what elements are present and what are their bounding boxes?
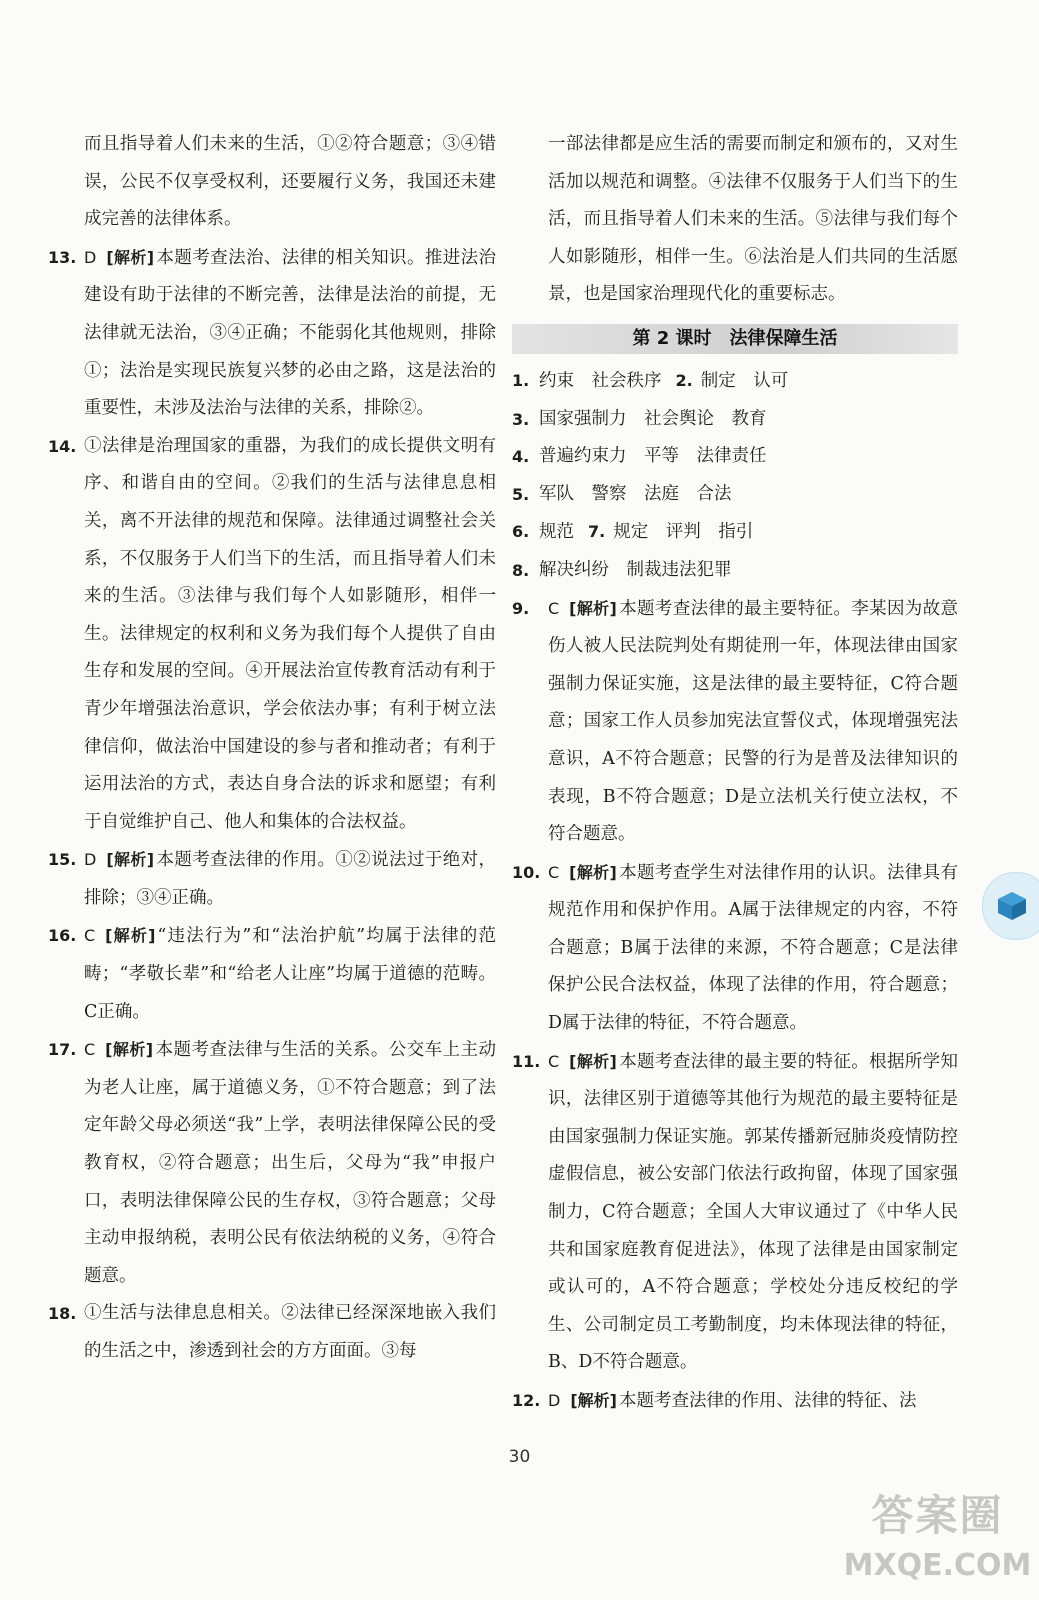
item-answer: C	[548, 862, 560, 882]
short-answer-text: 解决纠纷 制裁违法犯罪	[539, 559, 732, 580]
item-number: 13.	[48, 247, 77, 267]
item-number: 16.	[48, 926, 77, 946]
short-answer-text: 军队 警察 法庭 合法	[539, 483, 732, 504]
item-number: 9.	[512, 598, 530, 618]
short-answer-text: 制定 认可	[700, 370, 789, 391]
analysis-tag: [解析]	[106, 247, 155, 267]
answer-item-17	[48, 1031, 496, 1295]
answer-item-10	[512, 854, 958, 1043]
side-panel-tab[interactable]	[982, 872, 1039, 940]
page-number: 30	[508, 1447, 531, 1467]
answer-item-9	[512, 590, 958, 854]
analysis-tag: [解析]	[569, 1051, 617, 1071]
short-answer-row	[512, 362, 958, 401]
analysis-tag: [解析]	[105, 926, 156, 946]
item-number: 4.	[512, 447, 530, 467]
item-number: 5.	[512, 484, 530, 504]
answer-item-15	[48, 841, 496, 917]
item-number: 12.	[512, 1391, 541, 1410]
item-number: 2.	[675, 370, 693, 390]
analysis-tag: [解析]	[569, 598, 617, 618]
short-answer-text: 规范	[539, 522, 574, 543]
short-answer-text: 普遍约束力 平等 法律责任	[539, 446, 767, 467]
analysis-tag: [解析]	[570, 1391, 617, 1410]
item-answer: D	[84, 247, 97, 267]
answer-item-16	[48, 917, 496, 1031]
item-number: 11.	[512, 1051, 541, 1071]
short-answer-row	[512, 513, 958, 552]
item-number: 17.	[48, 1040, 77, 1060]
section-title: 第 2 课时 法律保障生活	[512, 324, 958, 354]
item-text: 本题考查法律的最主要的特征。根据所学知识，法律区别于道德等其他行为规范的最主要特征是由国家强制力保证实施。郭某传播新冠肺炎疫情防控虚假信息，被公安部门依法行政拘留，体现了国家强制力，C符合题意；全国人大审议通过了《中华人民共和国家庭教育促进法》，体现了法律是由国家制定或认可的，A不符合题意；学校处分违反校纪的学生、公司制定员工考勤制度，均未体现法律的特征，B、D不符合题意。	[548, 1051, 958, 1373]
item-answer: C	[84, 926, 96, 946]
item-text: 本题考查法律的作用、法律的特征、法	[618, 1391, 917, 1411]
right-continuation: 一部法律都是应生活的需要而制定和颁布的，又对生活加以规范和调整。④法律不仅服务于人们当下的生活，而且指导着人们未来的生活。⑤法律与我们每个人如影随形，相伴一生。⑥法治是人们共同的生活愿景，也是国家治理现代化的重要标志。	[548, 134, 958, 305]
cube-icon	[995, 889, 1029, 923]
item-number: 18.	[48, 1304, 77, 1324]
item-answer: C	[548, 1051, 560, 1071]
item-text: ①法律是治理国家的重器，为我们的成长提供文明有序、和谐自由的空间。②我们的生活与法律息息相关，离不开法律的规范和保障。法律通过调整社会关系，不仅服务于人们当下的生活，而且指导着人们未来的生活。③法律与我们每个人如影随形，相伴一生。法律规定的权利和义务为我们每个人提供了自由生存和发展的空间。④开展法治宣传教育活动有利于青少年增强法治意识，学会依法办事；有利于树立法律信仰，做法治中国建设的参与者和推动者；有利于运用法治的方式，表达自身合法的诉求和愿望；有利于自觉维护自己、他人和集体的合法权益。	[84, 435, 496, 832]
item-number: 8.	[512, 560, 530, 580]
short-answer-text: 国家强制力 社会舆论 教育	[539, 408, 767, 429]
item-text: 本题考查法治、法律的相关知识。推进法治建设有助于法律的不断完善，法律是法治的前提，无法律就无法治，③④正确；不能弱化其他规则，排除①；法治是实现民族复兴梦的必由之路，这是法治的重要性，未涉及法治与法律的关系，排除②。	[84, 247, 496, 419]
analysis-tag: [解析]	[105, 1040, 154, 1060]
item-answer: D	[548, 1391, 561, 1410]
item-number: 7.	[588, 522, 606, 542]
watermark-url: MXQE.COM	[843, 1548, 1032, 1583]
item-text: 本题考查学生对法律作用的认识。法律具有规范作用和保护作用。A属于法律规定的内容，不符合题意；B属于法律的来源，不符合题意；C是法律保护公民合法权益，体现了法律的作用，符合题意；D属于法律的特征，不符合题意。	[548, 862, 958, 1034]
left-continuation: 而且指导着人们未来的生活，①②符合题意；③④错误，公民不仅享受权利，还要履行义务，我国还未建成完善的法律体系。	[84, 134, 496, 230]
answer-item-14	[48, 428, 496, 842]
item-number: 15.	[48, 850, 77, 870]
short-answer-row	[512, 401, 958, 439]
item-number: 3.	[512, 409, 530, 429]
watermark-logo-text: 答案圈	[871, 1491, 1004, 1540]
item-answer: C	[548, 598, 560, 618]
answer-item-18	[48, 1295, 496, 1370]
short-answer-text: 约束 社会秩序	[539, 370, 662, 391]
item-text: 本题考查法律的作用。①②说法过于绝对，排除；③④正确。	[84, 850, 496, 908]
short-answer-row	[512, 552, 958, 590]
item-text: 本题考查法律的最主要特征。李某因为故意伤人被人民法院判处有期徒刑一年，体现法律由国家强制力保证实施，这是法律的最主要特征，C符合题意；国家工作人员参加宪法宣誓仪式，体现增强宪法意识，A不符合题意；民警的行为是普及法律知识的表现，B不符合题意；D是立法机关行使立法权，不符合题意。	[548, 598, 958, 845]
item-number: 10.	[512, 862, 541, 882]
short-answer-row	[512, 476, 958, 514]
short-answer-text: 规定 评判 指引	[613, 522, 754, 543]
answer-item-12	[512, 1382, 958, 1421]
answer-item-13	[48, 239, 496, 428]
item-number: 14.	[48, 436, 77, 456]
item-answer: D	[84, 850, 97, 870]
watermark	[840, 1488, 1035, 1596]
answer-item-11	[512, 1043, 958, 1382]
right-column	[512, 126, 958, 1421]
left-column	[48, 126, 496, 1371]
item-text: ①生活与法律息息相关。②法律已经深深地嵌入我们的生活之中，渗透到社会的方方面面。③每	[84, 1303, 496, 1361]
short-answer-row	[512, 438, 958, 476]
analysis-tag: [解析]	[106, 850, 155, 870]
item-number: 1.	[512, 370, 530, 390]
item-text: “违法行为”和“法治护航”均属于法律的范畴；“孝敬长辈”和“给老人让座”均属于道德的范畴。C正确。	[84, 926, 496, 1022]
item-number: 6.	[512, 522, 530, 542]
analysis-tag: [解析]	[569, 862, 617, 882]
item-answer: C	[84, 1040, 96, 1060]
item-text: 本题考查法律与生活的关系。公交车上主动为老人让座，属于道德义务，①不符合题意；到了法定年龄父母必须送“我”上学，表明法律保障公民的受教育权，②符合题意；出生后，父母为“我”申报户口，表明法律保障公民的生存权，③符合题意；父母主动申报纳税，表明公民有依法纳税的义务，④符合题意。	[84, 1040, 496, 1286]
